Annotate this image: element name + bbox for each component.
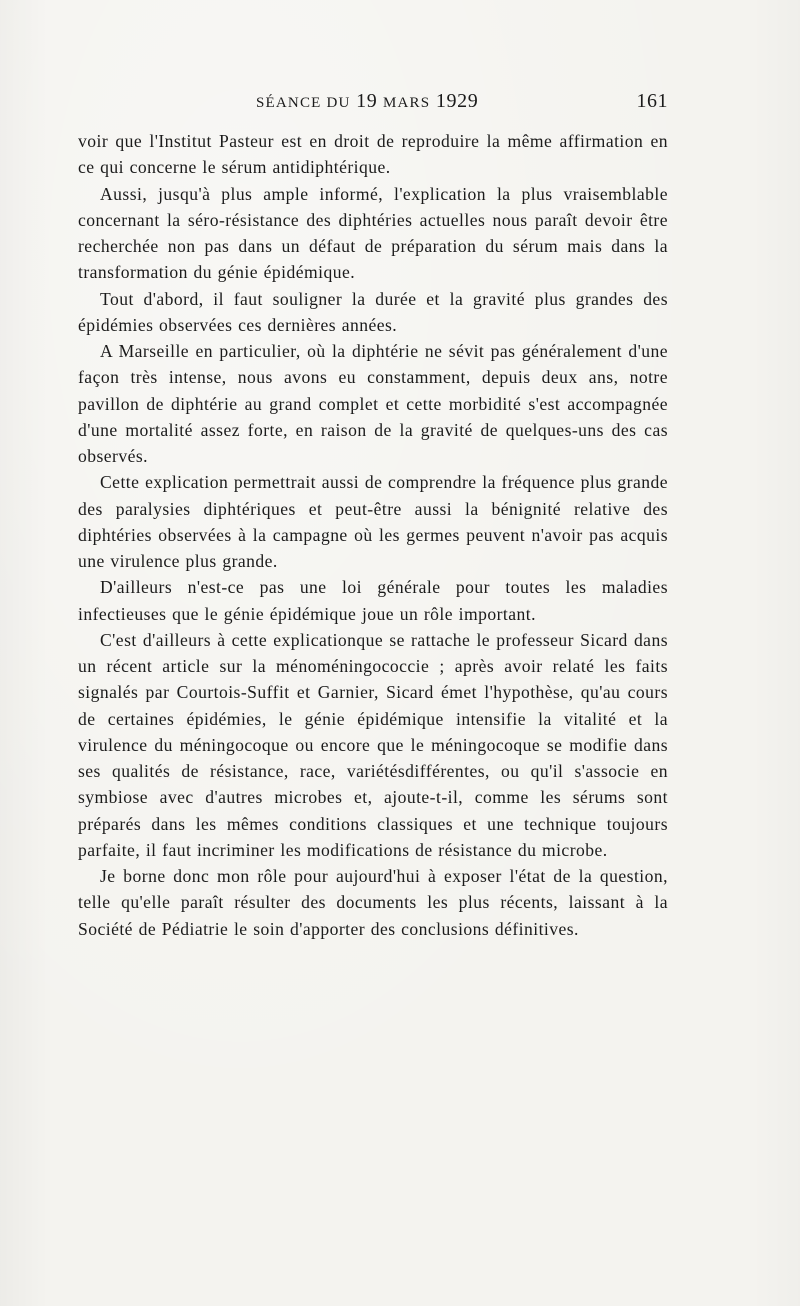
paragraph-continuation: voir que l'Institut Pasteur est en droit de reproduire la même affirmation en ce qui concerne le sérum antidiphtérique. xyxy=(78,131,668,178)
title-month: MARS xyxy=(382,95,431,111)
title-day: 19 xyxy=(356,90,378,112)
title-session-label: SÉANCE DU xyxy=(256,95,351,111)
paragraph: Tout d'abord, il faut souligner la durée et la gravité plus grandes des épidémies observées ces dernières années. xyxy=(78,288,668,335)
paragraph: Je borne donc mon rôle pour aujourd'hui à exposer l'état de la question, telle qu'elle paraît résulter des documents les plus récents, laissant à la Société de Pédiatrie le soin d'apporter des conclusions définitives. xyxy=(78,866,668,939)
paragraph: Aussi, jusqu'à plus ample informé, l'explication la plus vraisemblable concernant la séro-résistance des diphtéries actuelles nous paraît devoir être recherchée non pas dans un défaut de préparation du sérum mais dans la transformation du génie épidémique. xyxy=(78,183,668,283)
running-head xyxy=(78,86,668,120)
title-year: 1929 xyxy=(435,90,479,112)
page-number: 161 xyxy=(636,90,668,112)
paragraph: D'ailleurs n'est-ce pas une loi générale pour toutes les maladies infectieuses que le génie épidémique joue un rôle important. xyxy=(78,577,668,624)
running-title xyxy=(256,90,478,113)
body-text xyxy=(78,128,668,942)
paragraph: A Marseille en particulier, où la diphtérie ne sévit pas généralement d'une façon très intense, nous avons eu constamment, depuis deux ans, notre pavillon de diphtérie au grand complet et cette morbidité s'est accompagnée d'une mortalité assez forte, en raison de la gravité de quelques-uns des cas observés. xyxy=(78,341,668,466)
paragraph: C'est d'ailleurs à cette explicationque se rattache le professeur Sicard dans un récent article sur la ménoméningococcie ; après avoir relaté les faits signalés par Courtois-Suffit et Garnier, Sicard émet l'hypothèse, qu'au cours de certaines épidémies, le génie épidémique intensifie la vitalité et la virulence du méningocoque ou encore que le méningocoque se modifie dans ses qualités de résistance, race, variétésdifférentes, ou qu'il s'associe en symbiose avec d'autres microbes et, ajoute-t-il, comme les sérums sont préparés dans les mêmes conditions classiques et une technique toujours parfaite, il faut incriminer les modifications de résistance du microbe. xyxy=(78,629,668,860)
paragraph: Cette explication permettrait aussi de comprendre la fréquence plus grande des paralysies diphtériques et peut-être aussi la bénignité relative des diphtéries observées à la campagne où les germes peuvent n'avoir pas acquis une virulence plus grande. xyxy=(78,472,668,571)
